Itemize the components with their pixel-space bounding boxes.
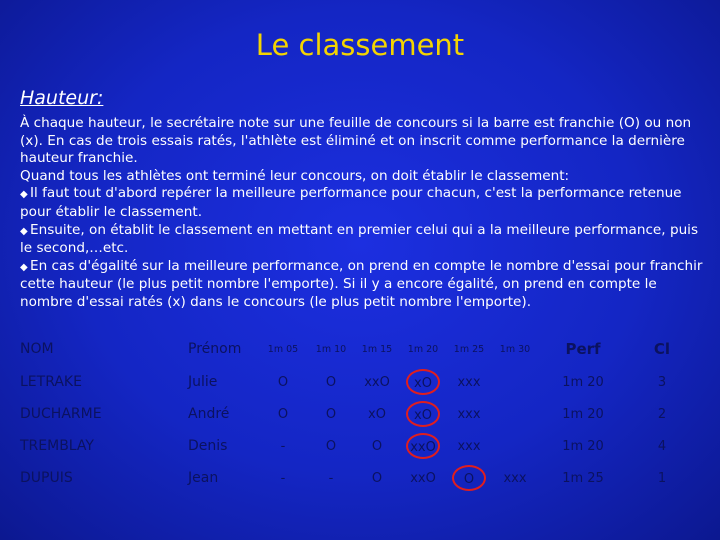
table-row [20, 430, 696, 462]
page-title: Le classement [255, 28, 465, 62]
paragraph [20, 258, 706, 312]
explanation-text [20, 115, 706, 312]
header-cell: 1m 15 [361, 343, 393, 355]
table-cell: DUPUIS [20, 470, 73, 486]
table-cell [400, 366, 446, 398]
table-cell: O [277, 374, 289, 390]
table-cell: - [328, 470, 334, 486]
circled-cell: xO [406, 401, 440, 427]
paragraph-text: Il faut tout d'abord repérer la meilleure performance pour chacun, c'est la performance retenue pour établir le classement. [20, 185, 682, 220]
table-cell: 4 [657, 438, 667, 454]
table-cell: 1m 20 [562, 438, 604, 454]
paragraph-text: Quand tous les athlètes ont terminé leur concours, on doit établir le classement: [20, 167, 570, 184]
table-cell: O [371, 470, 383, 486]
table-row [20, 366, 696, 398]
table-row [20, 398, 696, 430]
header-cell: 1m 10 [315, 343, 347, 355]
table-cell: - [280, 470, 286, 486]
table-cell: O [325, 374, 337, 390]
table-cell: Julie [188, 374, 218, 390]
table-cell: xxx [457, 406, 481, 422]
table-cell [400, 430, 446, 462]
header-cell: Cl [653, 340, 671, 358]
table-cell [492, 366, 538, 398]
header-cell: 1m 30 [499, 343, 531, 355]
header-cell: 1m 05 [267, 343, 299, 355]
header-cell: Prénom [188, 341, 242, 357]
table-header-row [20, 332, 696, 366]
bullet-icon: ◆ [20, 189, 28, 201]
paragraph [20, 168, 706, 186]
table-cell [400, 398, 446, 430]
table-cell: O [325, 406, 337, 422]
bullet-icon: ◆ [20, 261, 28, 273]
table-cell: 1m 20 [562, 374, 604, 390]
table-cell [446, 462, 492, 494]
table-cell: DUCHARME [20, 406, 102, 422]
table-cell: O [277, 406, 289, 422]
header-cell: 1m 25 [453, 343, 485, 355]
circled-cell: xO [406, 369, 440, 395]
ranking-table [20, 332, 696, 494]
circled-cell: xxO [406, 433, 440, 459]
section-subtitle: Hauteur: [20, 87, 104, 109]
paragraph-text: À chaque hauteur, le secrétaire note sur une feuille de concours si la barre est franchie (O) ou non (x). En cas de trois essais ratés, l'athlète est éliminé et on inscrit comme performance la dernière hauteur franchie. [20, 115, 692, 167]
table-cell: - [280, 438, 286, 454]
table-cell: 3 [657, 374, 667, 390]
table-cell: André [188, 406, 230, 422]
table-cell: 1m 25 [562, 470, 604, 486]
header-cell: 1m 20 [407, 343, 439, 355]
paragraph [20, 185, 706, 221]
table-cell: xxO [364, 374, 390, 390]
table-cell: xxx [503, 470, 527, 486]
table-cell: xxO [410, 470, 436, 486]
table-cell: xO [368, 406, 386, 422]
table-cell [492, 398, 538, 430]
header-cell: NOM [20, 341, 54, 357]
bullet-icon: ◆ [20, 225, 28, 237]
table-cell: O [371, 438, 383, 454]
table-row [20, 462, 696, 494]
header-cell: Perf [565, 340, 601, 358]
table-cell: LETRAKE [20, 374, 82, 390]
table-cell: 2 [657, 406, 667, 422]
table-cell [492, 430, 538, 462]
table-cell: xxx [457, 374, 481, 390]
table-cell: Jean [188, 470, 219, 486]
table-cell: 1m 20 [562, 406, 604, 422]
table-cell: xxx [457, 438, 481, 454]
table-cell: 1 [657, 470, 667, 486]
table-cell: TREMBLAY [20, 438, 94, 454]
table-cell: O [325, 438, 337, 454]
paragraph-text: Ensuite, on établit le classement en mettant en premier celui qui a la meilleure performance, puis le second,…etc. [20, 221, 699, 257]
paragraph-text: En cas d'égalité sur la meilleure performance, on prend en compte le nombre d'essai pour franchir cette hauteur (le plus petit nombre l'emporte). Si il y a encore égalité, on prend en compte le nombre d'essai ratés (x) dans le concours (le plus petit nombre l'emporte). [20, 257, 703, 310]
circled-cell: O [452, 465, 486, 491]
table-cell: Denis [188, 438, 228, 454]
paragraph [20, 115, 706, 168]
paragraph [20, 222, 706, 258]
